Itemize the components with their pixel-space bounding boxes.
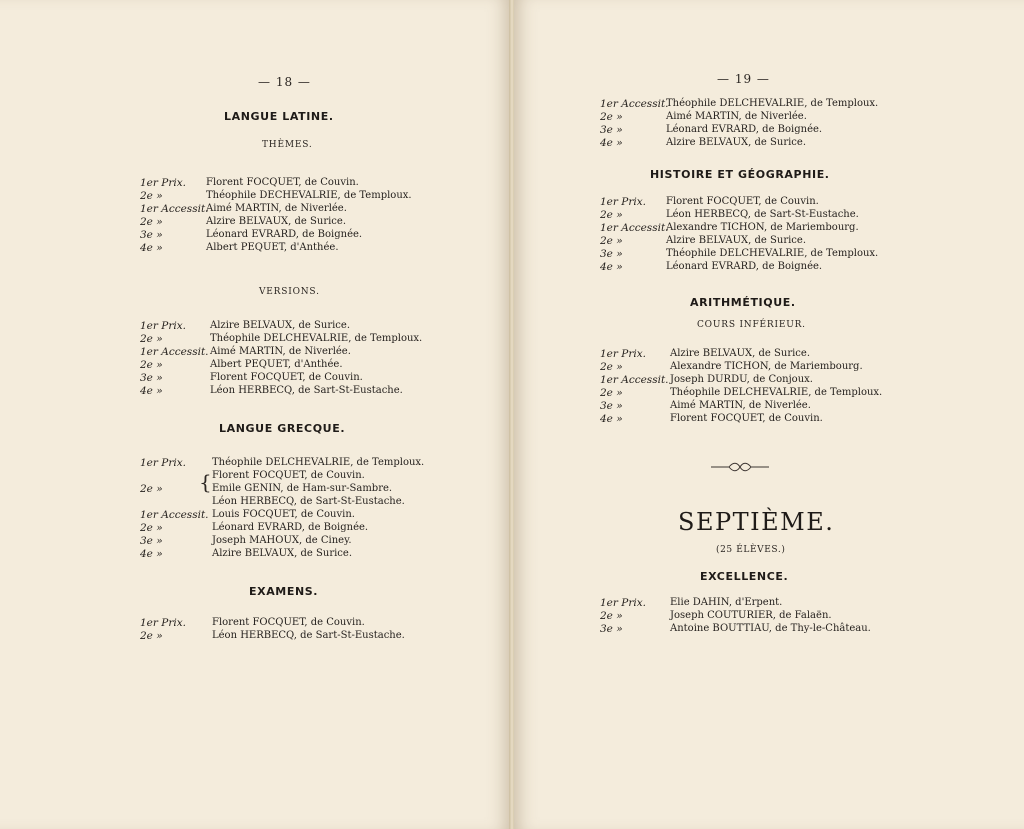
list-item (140, 548, 440, 562)
list-item (600, 400, 930, 414)
student-name: Léon HERBECQ, de Sart-St-Eustache. (212, 630, 405, 641)
student-name: Théophile DELCHEVALRIE, de Temploux. (212, 457, 425, 468)
rank-label: 4e » (140, 385, 163, 397)
student-name: Alzire BELVAUX, de Surice. (670, 348, 810, 359)
student-name: Alzire BELVAUX, de Surice. (212, 548, 352, 559)
student-name: Léon HERBECQ, de Sart-St-Eustache. (212, 496, 405, 507)
page-number: — 18 — (258, 75, 311, 89)
student-name: Florent FOCQUET, de Couvin. (210, 372, 363, 383)
rank-label: 1er Prix. (600, 597, 646, 609)
student-name: Florent FOCQUET, de Couvin. (212, 470, 365, 481)
rank-label: 2e » (600, 610, 623, 622)
student-name: Florent FOCQUET, de Couvin. (212, 617, 365, 628)
section-heading-latin: LANGUE LATINE. (224, 110, 334, 123)
student-name: Emile GENIN, de Ham-sur-Sambre. (212, 483, 393, 494)
list-item (140, 203, 440, 217)
rank-label: 2e » (140, 333, 163, 345)
rank-label: 1er Accessit. (140, 203, 209, 215)
list-item (140, 359, 440, 373)
list-item (140, 229, 440, 243)
subheading-versions: VERSIONS. (259, 287, 320, 297)
student-name: Alzire BELVAUX, de Surice. (206, 216, 346, 227)
student-name: Léonard EVRARD, de Boignée. (212, 522, 369, 533)
list-item (600, 623, 930, 637)
student-name: Aimé MARTIN, de Niverlée. (206, 203, 347, 214)
class-student-count: (25 ÉLÈVES.) (716, 545, 786, 555)
student-name: Aimé MARTIN, de Niverlée. (210, 346, 351, 357)
section-heading-exams: EXAMENS. (249, 585, 319, 598)
student-name: Joseph DURDU, de Conjoux. (670, 374, 813, 385)
list-item (600, 124, 930, 138)
student-name: Alexandre TICHON, de Mariembourg. (666, 222, 859, 233)
list-item (140, 346, 440, 360)
rank-label: 1er Accessit. (600, 374, 669, 386)
rank-label: 3e » (140, 372, 163, 384)
rank-label: 1er Prix. (600, 348, 646, 360)
rank-label: 4e » (600, 261, 623, 273)
list-item (600, 222, 930, 236)
rank-label: 1er Prix. (600, 196, 646, 208)
list-item (140, 333, 440, 347)
rank-label: 3e » (600, 124, 623, 136)
list-item (140, 509, 440, 523)
rank-label: 2e » (140, 483, 163, 495)
student-name: Léon HERBECQ, de Sart-St-Eustache. (666, 209, 859, 220)
list-item (140, 522, 440, 536)
list-item (600, 597, 930, 611)
list-item (140, 372, 440, 386)
student-name: Léon HERBECQ, de Sart-St-Eustache. (210, 385, 403, 396)
rank-label: 1er Prix. (140, 177, 186, 189)
student-name: Théophile DELCHEVALRIE, de Temploux. (666, 248, 879, 259)
rank-label: 3e » (600, 400, 623, 412)
rank-label: 2e » (600, 361, 623, 373)
rank-label: 2e » (600, 209, 623, 221)
student-name: Théophile DELCHEVALRIE, de Temploux. (670, 387, 883, 398)
list-item (140, 320, 440, 334)
student-name: Joseph MAHOUX, de Ciney. (212, 535, 352, 546)
student-name: Florent FOCQUET, de Couvin. (670, 413, 823, 424)
bracket-icon: { (199, 470, 212, 494)
list-item (140, 242, 440, 256)
student-name: Léonard EVRARD, de Boignée. (666, 261, 823, 272)
student-name: Louis FOCQUET, de Couvin. (212, 509, 355, 520)
rank-label: 3e » (140, 535, 163, 547)
rank-label: 1er Accessit. (140, 346, 209, 358)
list-item (600, 348, 930, 362)
rank-label: 1er Accessit. (600, 222, 669, 234)
list-item (600, 413, 930, 427)
rank-label: 2e » (600, 111, 623, 123)
student-name: Alexandre TICHON, de Mariembourg. (670, 361, 863, 372)
list-item (600, 98, 930, 112)
list-item (140, 617, 440, 631)
list-item (600, 610, 930, 624)
list-item (600, 209, 930, 223)
list-item (140, 216, 440, 230)
subheading-themes: THÈMES. (262, 140, 313, 150)
rank-label: 2e » (140, 359, 163, 371)
student-name: Alzire BELVAUX, de Surice. (666, 235, 806, 246)
rank-label: 3e » (600, 248, 623, 260)
section-heading-history: HISTOIRE ET GÉOGRAPHIE. (650, 168, 830, 181)
list-item (600, 235, 930, 249)
list-item (600, 361, 930, 375)
rank-label: 1er Accessit. (600, 98, 669, 110)
list-item (600, 387, 930, 401)
student-name: Théophile DECHEVALRIE, de Temploux. (206, 190, 412, 201)
student-name: Léonard EVRARD, de Boignée. (666, 124, 823, 135)
page-number: — 19 — (717, 72, 770, 86)
subheading-cours-inferieur: COURS INFÉRIEUR. (697, 320, 806, 330)
list-item (600, 196, 930, 210)
list-item (140, 385, 440, 399)
flourish-ornament-icon (709, 460, 771, 474)
section-heading-arithmetic: ARITHMÉTIQUE. (690, 296, 796, 309)
right-page (514, 0, 1024, 829)
left-page (0, 0, 510, 829)
list-item (600, 248, 930, 262)
list-item (600, 261, 930, 275)
rank-label: 2e » (140, 216, 163, 228)
rank-label: 1er Accessit. (140, 509, 209, 521)
student-name: Joseph COUTURIER, de Falaën. (670, 610, 832, 621)
list-item (140, 177, 440, 191)
class-title: SEPTIÈME. (678, 508, 835, 536)
list-item (600, 374, 930, 388)
student-name: Alzire BELVAUX, de Surice. (210, 320, 350, 331)
student-name: Aimé MARTIN, de Niverlée. (670, 400, 811, 411)
student-name: Florent FOCQUET, de Couvin. (666, 196, 819, 207)
rank-label: 4e » (600, 413, 623, 425)
rank-label: 4e » (140, 548, 163, 560)
list-item (140, 470, 440, 484)
rank-label: 1er Prix. (140, 320, 186, 332)
student-name: Aimé MARTIN, de Niverlée. (666, 111, 807, 122)
list-item (140, 630, 440, 644)
student-name: Antoine BOUTTIAU, de Thy-le-Château. (670, 623, 871, 634)
student-name: Elie DAHIN, d'Erpent. (670, 597, 783, 608)
section-heading-excellence: EXCELLENCE. (700, 570, 789, 583)
student-name: Léonard EVRARD, de Boignée. (206, 229, 363, 240)
list-item (140, 535, 440, 549)
list-item (140, 457, 440, 471)
student-name: Florent FOCQUET, de Couvin. (206, 177, 359, 188)
rank-label: 2e » (600, 387, 623, 399)
list-item (600, 137, 930, 151)
rank-label: 1er Prix. (140, 617, 186, 629)
list-item (140, 483, 440, 497)
rank-label: 2e » (140, 190, 163, 202)
student-name: Théophile DELCHEVALRIE, de Temploux. (210, 333, 423, 344)
rank-label: 4e » (140, 242, 163, 254)
rank-label: 3e » (140, 229, 163, 241)
student-name: Albert PEQUET, d'Anthée. (206, 242, 339, 253)
rank-label: 2e » (600, 235, 623, 247)
list-item (600, 111, 930, 125)
list-item (140, 496, 440, 510)
rank-label: 2e » (140, 630, 163, 642)
section-heading-greek: LANGUE GRECQUE. (219, 422, 346, 435)
student-name: Alzire BELVAUX, de Surice. (666, 137, 806, 148)
rank-label: 4e » (600, 137, 623, 149)
student-name: Albert PEQUET, d'Anthée. (210, 359, 343, 370)
rank-label: 2e » (140, 522, 163, 534)
student-name: Théophile DELCHEVALRIE, de Temploux. (666, 98, 879, 109)
rank-label: 3e » (600, 623, 623, 635)
rank-label: 1er Prix. (140, 457, 186, 469)
list-item (140, 190, 440, 204)
